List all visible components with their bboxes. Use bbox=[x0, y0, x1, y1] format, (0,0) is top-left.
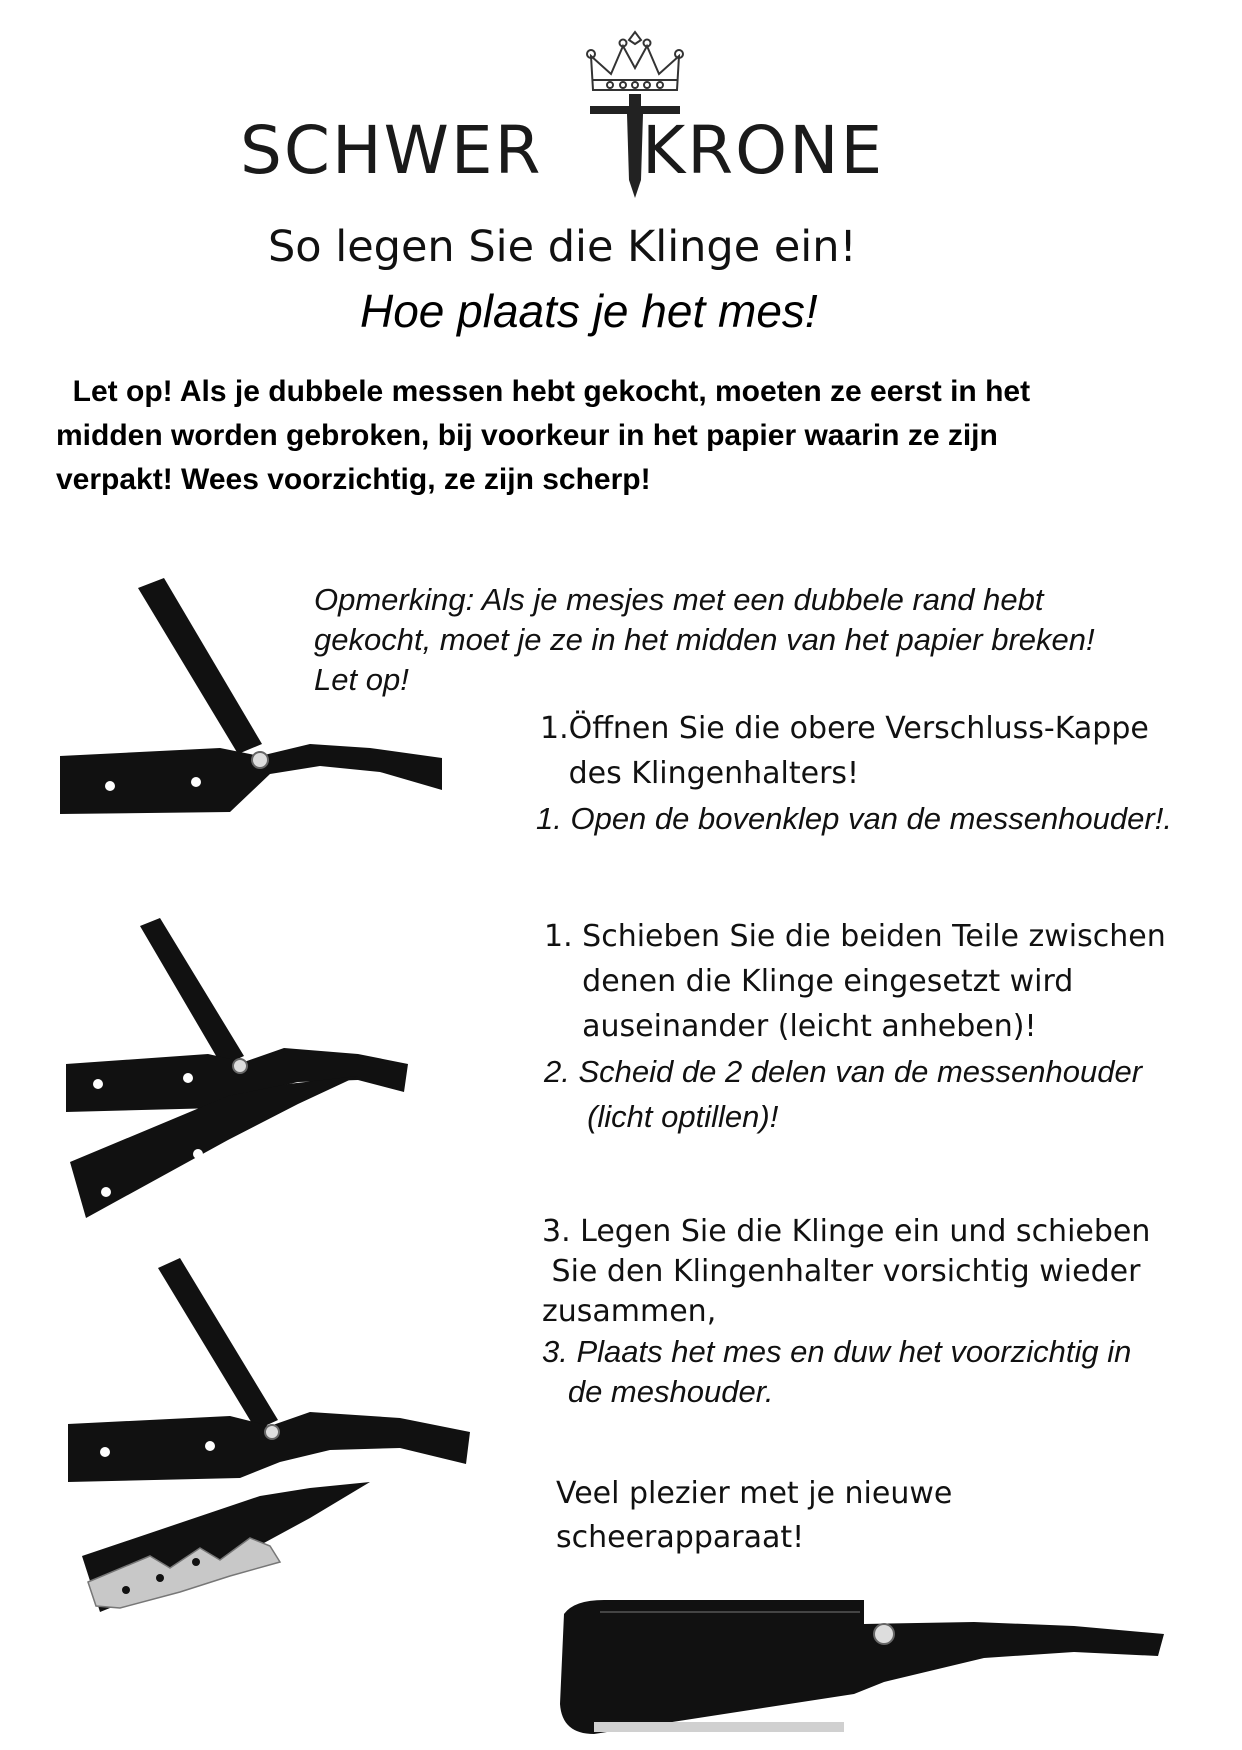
step-2-german: 1. Schieben Sie die beiden Teile zwischen bbox=[544, 919, 1166, 954]
note-line: gekocht, moet je ze in het midden van het papier breken! bbox=[314, 622, 1095, 657]
step-1 bbox=[536, 706, 1172, 841]
note-line: Let op! bbox=[314, 662, 409, 697]
step-3-dutch: 3. Plaats het mes en duw het voorzichtig in bbox=[542, 1334, 1132, 1369]
step-3-german: 3. Legen Sie die Klinge ein und schieben bbox=[542, 1214, 1151, 1249]
closing-line: Veel plezier met je nieuwe bbox=[556, 1476, 953, 1511]
warning-line: midden worden gebroken, bij voorkeur in het papier waarin ze zijn bbox=[56, 419, 998, 452]
step-3-german: Sie den Klingenhalter vorsichtig wieder bbox=[542, 1254, 1141, 1289]
razor-with-blade-icon bbox=[60, 1256, 480, 1636]
step-3-dutch: de meshouder. bbox=[542, 1374, 774, 1409]
note-text bbox=[314, 580, 1234, 700]
razor-separated-icon bbox=[58, 916, 418, 1226]
step-1-dutch: 1. Open de bovenklep van de messenhouder!. bbox=[536, 801, 1172, 836]
note-line: Opmerking: Als je mesjes met een dubbele rand hebt bbox=[314, 582, 1044, 617]
step-2-dutch: 2. Scheid de 2 delen van de messenhouder bbox=[544, 1054, 1143, 1089]
brand-name-part2: KRONE bbox=[642, 112, 885, 189]
razor-closed-icon bbox=[554, 1594, 1174, 1744]
warning-line: Let op! Als je dubbele messen hebt gekocht, moeten ze eerst in het bbox=[56, 375, 1031, 408]
warning-text bbox=[56, 370, 1186, 502]
step-3-german: zusammen, bbox=[542, 1294, 717, 1329]
step-2-dutch: (licht optillen)! bbox=[544, 1099, 779, 1134]
step-1-german: des Klingenhalters! bbox=[540, 756, 860, 791]
razor-open-cap-icon bbox=[50, 576, 450, 816]
step-1-german: 1.Öffnen Sie die obere Verschluss-Kappe bbox=[540, 711, 1149, 746]
title-german: So legen Sie die Klinge ein! bbox=[268, 222, 857, 272]
brand-name-part1: SCHWER bbox=[240, 112, 543, 189]
step-2-german: auseinander (leicht anheben)! bbox=[544, 1009, 1037, 1044]
closing-line: scheerapparaat! bbox=[556, 1520, 805, 1555]
step-2 bbox=[544, 914, 1166, 1139]
step-2-german: denen die Klinge eingesetzt wird bbox=[544, 964, 1074, 999]
step-3 bbox=[542, 1212, 1150, 1412]
title-dutch: Hoe plaats je het mes! bbox=[360, 285, 818, 337]
closing-text bbox=[556, 1472, 952, 1560]
warning-line: verpakt! Wees voorzichtig, ze zijn scherp! bbox=[56, 463, 651, 496]
